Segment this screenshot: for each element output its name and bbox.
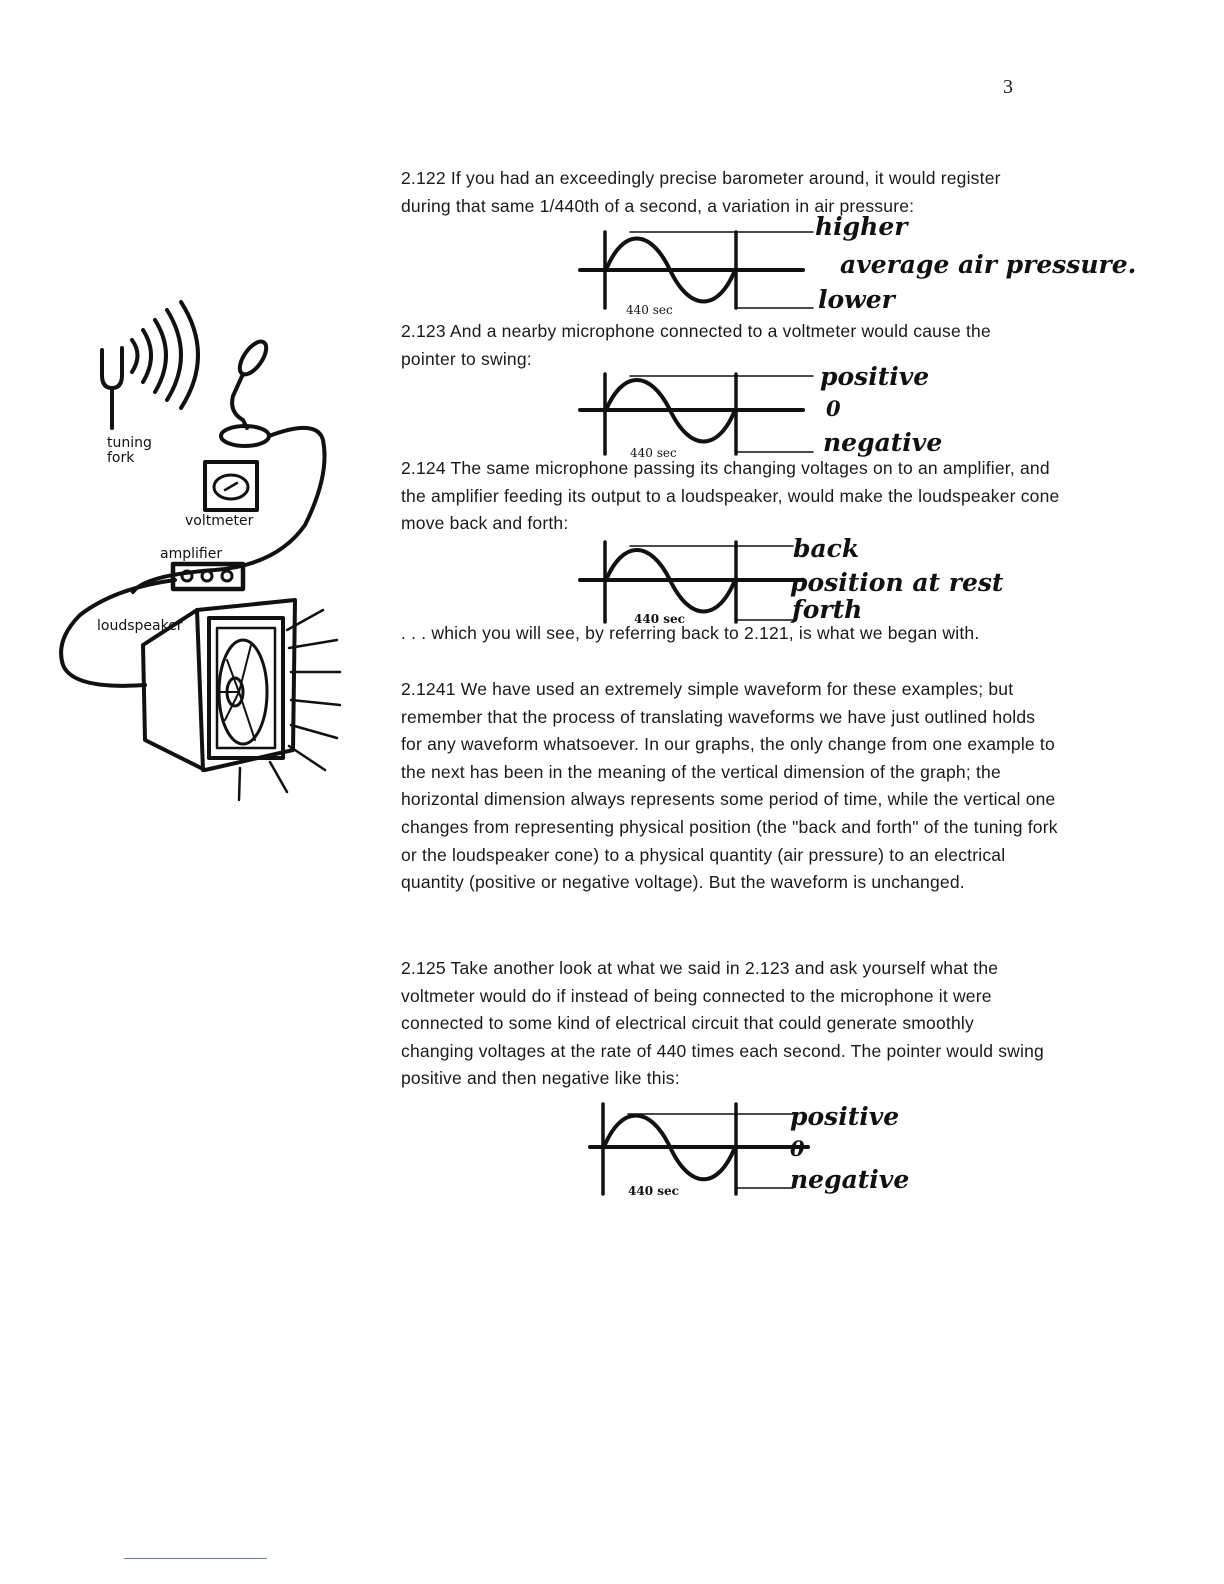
- waveform-graph-voltmeter: [578, 372, 818, 460]
- graph-label-positive: positive: [820, 362, 930, 391]
- section-2-122: 2.122 If you had an exceedingly precise barometer around, it would register during that same 1/440th of a second, a variation in air pressure:: [401, 168, 1001, 216]
- graph-label-forth: forth: [792, 595, 863, 624]
- graph-label-zero: 0: [826, 396, 841, 421]
- tuning-fork-label: tuning fork: [107, 435, 152, 466]
- waveform-graph-loudspeaker: [578, 540, 818, 628]
- time-label: 440 sec: [626, 303, 673, 317]
- page-number: 3: [1003, 76, 1013, 98]
- voltmeter-label: voltmeter: [185, 513, 254, 529]
- amplifier-label: amplifier: [160, 546, 223, 562]
- sound-chain-illustration: [55, 300, 355, 820]
- footnote-rule: [124, 1558, 267, 1559]
- voltmeter-icon: [205, 462, 257, 510]
- graph-label-back: back: [793, 534, 860, 563]
- time-label: 440 sec: [628, 1184, 679, 1198]
- microphone-icon: [221, 337, 271, 446]
- graph-label-position-at-rest: position at rest: [790, 568, 1004, 597]
- time-label: 440 sec: [630, 446, 677, 460]
- graph-label-negative: negative: [790, 1165, 910, 1194]
- section-2-124-continued: . . . which you will see, by referring back to 2.121, is what we began with.: [401, 623, 980, 643]
- section-2-125: 2.125 Take another look at what we said in 2.123 and ask yourself what the voltmeter would do if instead of being connected to the microphone it were connected to some kind of electrical circuit that could generate smoothly changing voltages at the rate of 440 times each second. The pointer would swing positive and then negative like this:: [401, 958, 1044, 1089]
- graph-label-negative: negative: [823, 428, 943, 457]
- graph-label-higher: higher: [815, 212, 908, 241]
- waveform-graph-air-pressure: [578, 228, 818, 316]
- tuning-fork-icon: [102, 302, 198, 428]
- graph-label-lower: lower: [818, 285, 895, 314]
- section-2-123: 2.123 And a nearby microphone connected to a voltmeter would cause the pointer to swing:: [401, 321, 991, 369]
- section-2-124: 2.124 The same microphone passing its changing voltages on to an amplifier, and the amplifier feeding its output to a loudspeaker, would make the loudspeaker cone move back and forth:: [401, 458, 1060, 534]
- graph-label-average-air-pressure: average air pressure.: [840, 250, 1137, 279]
- time-label: 440 sec: [634, 612, 685, 626]
- graph-label-positive: positive: [790, 1102, 900, 1131]
- graph-label-zero: 0: [790, 1136, 805, 1161]
- section-2-1241: 2.1241 We have used an extremely simple waveform for these examples; but remember that the process of translating waveforms we have just outlined holds for any waveform whatsoever. In our graphs, the only change from one example to the next has been in the meaning of the vertical dimension of the graph; the horizontal dimension always represents some period of time, while the vertical one changes from representing physical position (the "back and forth" of the tuning fork or the loudspeaker cone) to a physical quantity (air pressure) to an electrical quantity (positive or negative voltage). But the waveform is unchanged.: [401, 679, 1058, 893]
- loudspeaker-label: loudspeaker: [97, 618, 183, 634]
